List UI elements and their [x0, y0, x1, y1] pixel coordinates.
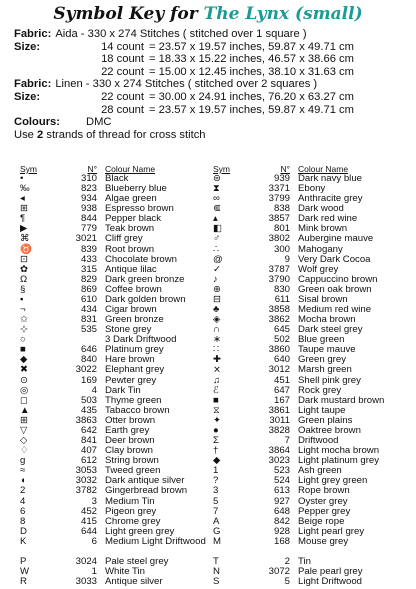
number-cell: 300	[273, 243, 290, 255]
symbol-cell: ✓	[213, 263, 222, 275]
number-cell: 3012	[268, 364, 290, 376]
dimensions: = 18.33 x 15.22 inches, 46.57 x 38.66 cm	[149, 53, 354, 66]
colour-name-cell: Chocolate brown	[105, 253, 177, 265]
number-cell: 801	[273, 223, 290, 235]
symbol-cell: ✩	[20, 314, 29, 326]
symbol-cell: ⌘	[20, 233, 30, 245]
symbol-cell: §	[20, 283, 26, 295]
symbol-cell: ∴	[213, 243, 220, 255]
title-pattern-name: The Lynx (small)	[203, 4, 363, 24]
dimensions: = 23.57 x 19.57 inches, 59.87 x 49.71 cm	[149, 40, 354, 53]
colour-name-cell: Pewter grey	[105, 374, 157, 386]
symbol-cell: ▴	[213, 213, 218, 225]
colour-name-cell: Thyme green	[105, 394, 162, 406]
number-cell: 3032	[75, 475, 97, 487]
number-cell: 642	[80, 424, 97, 436]
symbol-cell: ◈	[213, 314, 221, 326]
header-number: N°	[87, 164, 97, 174]
number-cell: 5	[284, 576, 290, 588]
colour-name-cell: Light grey green	[298, 475, 368, 487]
number-cell: 3863	[75, 414, 97, 426]
fabric-label: Fabric:	[14, 78, 52, 91]
number-cell: 3828	[268, 424, 290, 436]
colour-name-cell: Oaktree brown	[298, 424, 361, 436]
colour-name-cell: Green bronze	[105, 314, 164, 326]
symbol-cell: ⊹	[20, 324, 29, 336]
number-cell: 927	[273, 495, 290, 507]
number-cell: 3011	[269, 414, 290, 426]
number-cell: 3864	[268, 445, 290, 457]
number-cell: 934	[80, 193, 97, 205]
symbol-cell: ⋐	[213, 203, 222, 215]
symbol-cell: ♫	[213, 374, 221, 386]
number-cell: 415	[80, 515, 97, 527]
number-cell: 611	[274, 293, 290, 305]
colours-row	[14, 116, 409, 129]
number-cell: 829	[80, 273, 97, 285]
symbol-cell: ▪	[20, 293, 24, 305]
number-cell: 3033	[75, 576, 97, 588]
colour-name-cell: Tweed green	[105, 465, 161, 477]
colour-name-cell: Cliff grey	[105, 233, 143, 245]
table-row	[20, 486, 216, 496]
table-row	[213, 577, 409, 587]
symbol-cell: ⨯	[213, 364, 222, 376]
colour-name-cell: Mouse grey	[298, 535, 349, 547]
strands-post: strands of thread for cross stitch	[43, 128, 206, 141]
size-row	[14, 91, 409, 104]
number-cell: 640	[273, 354, 290, 366]
strands-pre: Use	[14, 128, 38, 141]
colour-name-cell: Light pearl grey	[298, 525, 365, 537]
header-sym: Sym	[213, 164, 230, 174]
colour-name-cell: Tabacco brown	[105, 404, 170, 416]
size-row	[14, 66, 409, 79]
colour-name-cell: Tin	[298, 555, 311, 567]
colour-name-cell: Taupe mauve	[298, 344, 356, 356]
colour-name-cell: Gingerbread brown	[105, 485, 188, 497]
colour-name-cell: Pale pearl grey	[298, 566, 363, 578]
symbol-cell: ♣	[213, 304, 220, 316]
symbol-table-left	[20, 164, 216, 587]
number-cell: 610	[80, 293, 97, 305]
number-cell: 612	[80, 455, 97, 467]
symbol-cell: P	[20, 555, 27, 567]
symbol-cell: ♂	[213, 233, 221, 245]
symbol-cell: ⊞	[20, 203, 29, 215]
symbol-cell: ∞	[213, 193, 220, 205]
table-body	[213, 174, 409, 587]
symbol-table-right	[213, 164, 409, 587]
colour-name-cell: Rock grey	[298, 384, 342, 396]
number-cell: 3024	[75, 555, 97, 567]
number-cell: 502	[273, 334, 290, 346]
number-cell: 3860	[268, 344, 290, 356]
number-cell: 646	[80, 344, 97, 356]
number-cell: 3861	[268, 404, 290, 416]
colour-name-cell	[298, 547, 409, 557]
symbol-cell: g	[20, 455, 26, 467]
colour-name-cell: Platinum grey	[105, 344, 164, 356]
number-cell: 3053	[75, 465, 97, 477]
colour-name-cell: Light platinum grey	[298, 455, 380, 467]
fabric-aida-text: Aida - 330 x 274 Stitches ( stitched over 1 square )	[55, 28, 307, 40]
colour-name-cell: Mocha brown	[298, 314, 356, 326]
symbol-cell: @	[213, 253, 223, 265]
colour-name-cell: Blue green	[298, 334, 345, 346]
symbol-cell: S	[213, 576, 220, 588]
colour-name-cell: Clay brown	[105, 445, 153, 457]
symbol-cell: ♢	[20, 445, 29, 457]
number-cell: 823	[80, 183, 97, 195]
number-cell: 7	[284, 435, 290, 447]
fabric-aida-row	[14, 28, 409, 41]
colour-name-cell: Wolf grey	[298, 263, 339, 275]
symbol-cell: ◆	[213, 455, 221, 467]
colour-name-cell: Shell pink grey	[298, 374, 361, 386]
symbol-cell: †	[213, 445, 219, 457]
colour-name-cell: Beige rope	[298, 515, 345, 527]
number-cell: 838	[273, 203, 290, 215]
number-cell: 3072	[268, 566, 290, 578]
symbol-cell: K	[20, 535, 27, 547]
colour-name-cell: Earth grey	[105, 424, 150, 436]
number-cell: 647	[273, 384, 290, 396]
symbol-cell: ⊡	[20, 253, 29, 265]
number-cell: 6	[91, 535, 97, 547]
symbol-cell: ✖	[20, 364, 29, 376]
size-label: Size:	[14, 40, 41, 53]
number-cell: 1	[91, 566, 97, 578]
table-row	[213, 486, 409, 496]
colour-name-cell: Espresso brown	[105, 203, 174, 215]
colour-name-cell: Green plains	[298, 414, 353, 426]
symbol-cell: ■	[213, 394, 219, 406]
number-cell: 644	[80, 525, 97, 537]
number-cell: 169	[80, 374, 97, 386]
number-cell: 315	[80, 263, 97, 275]
number-cell: 3787	[268, 263, 290, 275]
colour-name-cell: Dark antique silver	[105, 475, 185, 487]
number-cell: 3857	[268, 213, 290, 225]
colour-name-cell: Antique lilac	[105, 263, 157, 275]
fabric-linen-text: Linen - 330 x 274 Stitches ( stitched over 2 squares )	[55, 78, 318, 91]
colour-name-cell: Medium Light Driftwood	[105, 535, 206, 547]
number-cell: 3802	[268, 233, 290, 245]
pattern-info	[14, 28, 409, 141]
symbol-cell: ⧖	[213, 404, 220, 416]
strands-row	[14, 129, 409, 142]
size-row	[14, 41, 409, 54]
symbol-cell: R	[20, 576, 27, 588]
fabric-linen-row	[14, 78, 409, 91]
symbol-cell: T	[213, 555, 219, 567]
symbol-cell: 8	[20, 515, 26, 527]
symbol-cell: ◎	[20, 384, 29, 396]
symbol-cell: ∩	[213, 324, 220, 336]
colour-name-cell: Otter brown	[105, 414, 156, 426]
number-cell: 310	[80, 173, 97, 184]
number-cell: 939	[273, 173, 290, 184]
symbol-cell: ○	[20, 334, 26, 346]
colour-name-cell: Dark wood	[298, 203, 344, 215]
dimensions: = 30.00 x 24.91 inches, 76.20 x 63.27 cm	[149, 90, 354, 103]
number-cell: 407	[80, 445, 97, 457]
colour-name-cell: Light green grey	[105, 525, 175, 537]
colour-name-cell: Dark red wine	[298, 213, 358, 225]
count: 18 count	[101, 53, 144, 66]
symbol-cell: ◧	[213, 223, 223, 235]
symbol-cell: ◂	[20, 193, 25, 205]
size-row	[14, 53, 409, 66]
colour-name-cell: Stone grey	[105, 324, 152, 336]
colour-name-cell: Blueberry blue	[105, 183, 167, 195]
symbol-cell: W	[20, 566, 30, 578]
colour-name-cell: Pigeon grey	[105, 505, 157, 517]
colour-name-cell: Light mocha brown	[298, 445, 380, 457]
symbol-cell: ◆	[20, 354, 28, 366]
colour-name-cell: Dark navy blue	[298, 173, 362, 184]
colour-name-cell: Root brown	[105, 243, 155, 255]
symbol-cell: ●	[213, 424, 219, 436]
table-row	[20, 577, 216, 587]
symbol-cell: ♪	[213, 273, 218, 285]
number-cell: 779	[80, 223, 97, 235]
colour-name-cell: Sisal brown	[298, 293, 348, 305]
symbol-cell: ◖	[20, 475, 26, 487]
symbol-cell: 7	[213, 505, 219, 517]
symbol-cell: ▲	[20, 404, 30, 416]
dimensions: = 15.00 x 12.45 inches, 38.10 x 31.63 cm	[149, 65, 354, 78]
number-cell: 3858	[268, 304, 290, 316]
colour-name-cell: Antique silver	[105, 576, 163, 588]
symbol-cell: ‰	[20, 183, 30, 195]
colour-name-cell: Green oak brown	[298, 283, 372, 295]
colour-name-cell: Algae green	[105, 193, 157, 205]
symbol-cell: 4	[20, 495, 26, 507]
colour-name-cell: Anthracite grey	[298, 193, 363, 205]
symbol-cell: ¬	[20, 304, 26, 316]
number-cell: 503	[80, 394, 97, 406]
number-cell: 433	[80, 253, 97, 265]
symbol-cell: ⊞	[20, 414, 29, 426]
symbol-cell: ▽	[20, 424, 28, 436]
colour-name-cell: Chrome grey	[105, 515, 161, 527]
number-cell: 434	[80, 304, 97, 316]
colour-name-cell: Teak brown	[105, 223, 155, 235]
number-cell: 613	[273, 485, 290, 497]
colour-name-cell: Rope brown	[298, 485, 350, 497]
fabric-label: Fabric:	[14, 28, 52, 40]
count: 22 count	[101, 65, 144, 78]
colour-name-cell: White Tin	[105, 566, 145, 578]
count: 28 count	[101, 103, 144, 116]
colour-name-cell: Aubergine mauve	[298, 233, 374, 245]
header-number: N°	[280, 164, 290, 174]
colour-name-cell: Pepper grey	[298, 505, 351, 517]
number-cell: 3021	[75, 233, 97, 245]
symbol-cell: D	[20, 525, 27, 537]
colour-name-cell: Deer brown	[105, 435, 155, 447]
size-label: Size:	[14, 90, 41, 103]
colour-name-cell: Very Dark Cocoa	[298, 253, 371, 265]
colour-name-cell: Medium Tin	[105, 495, 155, 507]
number-cell: 3862	[268, 314, 290, 326]
colour-name-cell: Ebony	[298, 183, 326, 195]
colour-name-cell: String brown	[105, 455, 159, 467]
number-cell: 3371	[268, 183, 290, 195]
table-row	[213, 537, 409, 547]
number-cell: 451	[273, 374, 290, 386]
number-cell: 3799	[268, 193, 290, 205]
colour-name-cell: Green grey	[298, 354, 346, 366]
colour-name-cell: Pepper black	[105, 213, 161, 225]
table-row	[20, 537, 216, 557]
colour-name-cell: Dark mustard brown	[298, 394, 385, 406]
header-sym: Sym	[20, 164, 37, 174]
number-cell: 452	[80, 505, 97, 517]
symbol-cell: ⧗	[213, 183, 220, 195]
colour-name-cell: Medium red wine	[298, 304, 372, 316]
symbol-cell: ✦	[213, 414, 222, 426]
number-cell: 167	[273, 394, 290, 406]
colour-name-cell: Mahogany	[298, 243, 343, 255]
colour-name-cell: Mink brown	[298, 223, 348, 235]
strands-count: 2	[37, 128, 44, 141]
symbol-cell: 6	[20, 505, 26, 517]
number-cell: 3023	[268, 455, 290, 467]
symbol-cell: ≈	[20, 465, 26, 477]
colour-name-cell: Dark golden brown	[105, 293, 186, 305]
colour-name-cell: 3 Dark Driftwood	[105, 334, 177, 346]
symbol-cell: ■	[20, 344, 26, 356]
symbol-cell: ◻	[20, 394, 28, 406]
colour-name-cell: Light Driftwood	[298, 576, 362, 588]
symbol-cell: 3	[213, 485, 219, 497]
number-cell: 830	[273, 283, 290, 295]
colour-name-cell: Ash green	[298, 465, 342, 477]
symbol-cell: ∷	[213, 344, 220, 356]
page-title	[0, 4, 416, 24]
symbol-cell: ⊜	[213, 173, 222, 184]
number-cell: 3790	[268, 273, 290, 285]
symbol-cell: Σ	[213, 435, 219, 447]
colours-value: DMC	[86, 116, 112, 129]
symbol-cell: ♉	[20, 243, 32, 255]
number-cell: 3022	[75, 364, 97, 376]
colour-name-cell: Dark Tin	[105, 384, 141, 396]
symbol-cell: N	[213, 566, 220, 578]
colour-name-cell: Black	[105, 173, 129, 184]
colour-name-cell: Dark steel grey	[298, 324, 363, 336]
number-cell: 841	[80, 435, 97, 447]
symbol-cell: ⊟	[213, 293, 222, 305]
number-cell: 4	[91, 384, 97, 396]
colour-name-cell: Driftwood	[298, 435, 339, 447]
symbol-cell: ℰ	[213, 384, 219, 396]
number-cell: 928	[273, 525, 290, 537]
number-cell: 9	[284, 253, 290, 265]
symbol-cell: Ω	[20, 273, 28, 285]
number-cell: 168	[273, 535, 290, 547]
number-cell	[237, 547, 290, 557]
number-cell: 435	[80, 404, 97, 416]
symbol-cell: ▶	[20, 223, 28, 235]
symbol-cell: ◇	[20, 435, 28, 447]
table-header	[20, 164, 216, 174]
dimensions: = 23.57 x 19.57 inches, 59.87 x 49.71 cm	[149, 103, 354, 116]
symbol-cell: 1	[213, 465, 219, 477]
number-cell: 938	[80, 203, 97, 215]
colour-name-cell: Cappuccino brown	[298, 273, 378, 285]
size-row	[14, 104, 409, 117]
number-cell: 645	[273, 324, 290, 336]
number-cell: 842	[273, 515, 290, 527]
colour-name-cell: Coffee brown	[105, 283, 162, 295]
colour-name-cell: Cigar brown	[105, 304, 157, 316]
symbol-cell: ∗	[213, 334, 222, 346]
number-cell: 831	[80, 314, 97, 326]
table-header	[213, 164, 409, 174]
colour-name-cell: Hare brown	[105, 354, 155, 366]
colour-name-cell: Elephant grey	[105, 364, 165, 376]
count: 14 count	[101, 40, 144, 53]
symbol-cell: •	[20, 173, 24, 184]
number-cell: 523	[273, 465, 290, 477]
symbol-cell: 5	[213, 495, 219, 507]
symbol-cell: ?	[213, 475, 219, 487]
number-cell: 839	[80, 243, 97, 255]
symbol-cell: ✚	[213, 354, 222, 366]
number-cell: 648	[273, 505, 290, 517]
number-cell: 524	[273, 475, 290, 487]
symbol-cell: G	[213, 525, 221, 537]
number-cell: 844	[80, 213, 97, 225]
number-cell: 869	[80, 283, 97, 295]
colour-name-cell: Dark green bronze	[105, 273, 185, 285]
colour-name-cell: Marsh green	[298, 364, 352, 376]
colour-name-cell: Light taupe	[298, 404, 346, 416]
number-cell: 3	[91, 495, 97, 507]
symbol-cell: ¶	[20, 213, 26, 225]
count: 22 count	[101, 90, 144, 103]
number-cell: 3782	[75, 485, 97, 497]
header-colour-name: Colour Name	[105, 164, 156, 174]
symbol-cell: ⊕	[213, 283, 222, 295]
number-cell: 535	[80, 324, 97, 336]
header-colour-name: Colour Name	[298, 164, 349, 174]
colour-name-cell: Oyster grey	[298, 495, 348, 507]
symbol-cell: ⊙	[20, 374, 29, 386]
colour-name-cell: Pale steel grey	[105, 555, 169, 567]
table-spacer	[213, 547, 409, 557]
symbol-cell: A	[213, 515, 220, 527]
symbol-cell: M	[213, 535, 221, 547]
symbol-cell: 2	[20, 485, 26, 497]
colours-label: Colours:	[14, 116, 60, 129]
symbol-cell: ✿	[20, 263, 29, 275]
number-cell: 2	[284, 555, 290, 567]
number-cell: 840	[80, 354, 97, 366]
title-prefix: Symbol Key for	[53, 4, 198, 24]
table-body	[20, 174, 216, 587]
